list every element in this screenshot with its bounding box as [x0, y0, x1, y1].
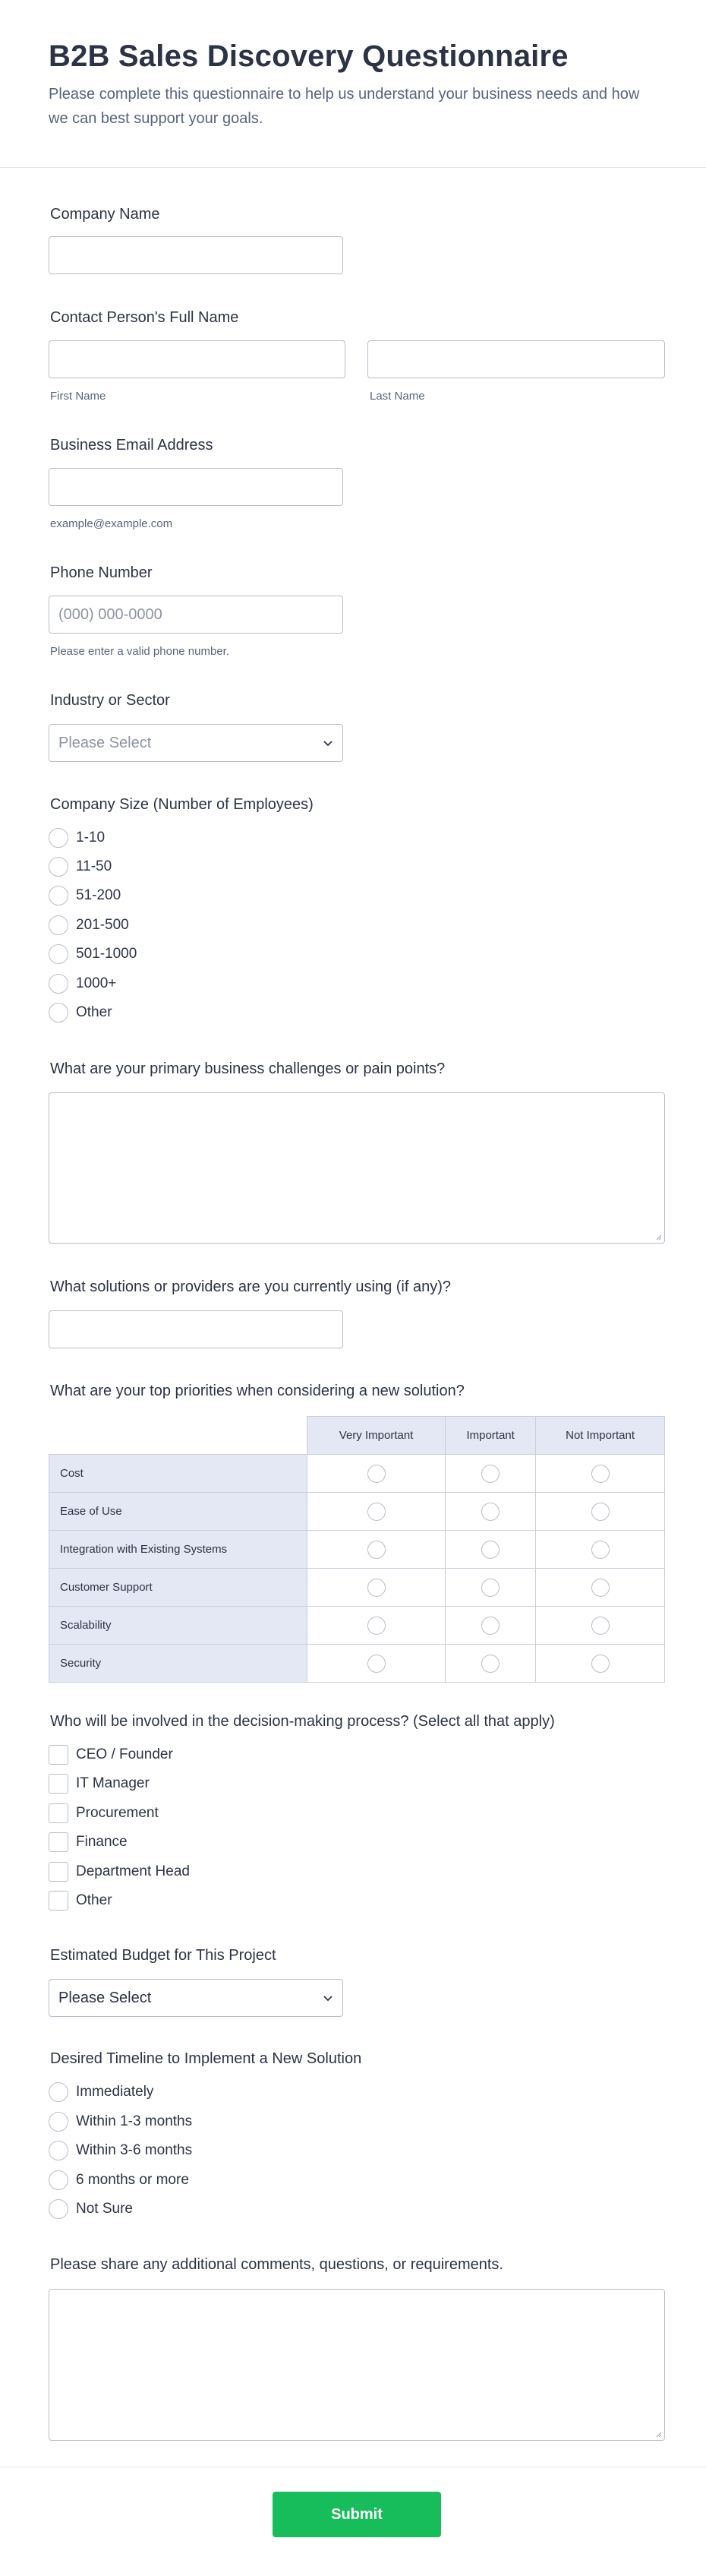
matrix-row-label: Integration with Existing Systems	[49, 1531, 307, 1569]
matrix-row	[49, 1607, 665, 1645]
resize-grip-icon[interactable]	[654, 1233, 662, 1241]
matrix-radio-button[interactable]	[481, 1465, 500, 1483]
timeline-option[interactable]	[49, 2112, 192, 2132]
matrix-row-label: Scalability	[49, 1607, 307, 1645]
checkbox[interactable]	[49, 1862, 68, 1882]
matrix-row	[49, 1493, 665, 1531]
timeline-label: Desired Timeline to Implement a New Solution	[50, 2050, 362, 2067]
radio-button[interactable]	[49, 915, 68, 935]
matrix-row-label: Security	[49, 1645, 307, 1683]
last-name-input[interactable]	[367, 340, 665, 378]
option-label: 51-200	[76, 887, 121, 903]
matrix-radio-button[interactable]	[367, 1579, 386, 1597]
company-name-label: Company Name	[50, 206, 160, 223]
form-header	[0, 0, 706, 168]
option-label: Other	[76, 1004, 112, 1020]
matrix-row	[49, 1531, 665, 1569]
option-label: Department Head	[76, 1863, 190, 1879]
matrix-radio-button[interactable]	[481, 1579, 500, 1597]
timeline-option[interactable]	[49, 2082, 153, 2102]
radio-button[interactable]	[49, 828, 68, 848]
email-sublabel: example@example.com	[50, 517, 173, 530]
current-solutions-label: What solutions or providers are you currently using (if any)?	[50, 1279, 452, 1295]
timeline-option[interactable]	[49, 2199, 133, 2219]
contact-name-label: Contact Person's Full Name	[50, 309, 239, 326]
budget-label: Estimated Budget for This Project	[50, 1947, 276, 1964]
form-title: B2B Sales Discovery Questionnaire	[49, 40, 569, 73]
checkbox[interactable]	[49, 1803, 68, 1823]
matrix-row	[49, 1645, 665, 1683]
matrix-column-header: Important	[446, 1417, 536, 1455]
matrix-radio-button[interactable]	[367, 1655, 386, 1673]
company-size-option[interactable]	[49, 915, 129, 935]
current-solutions-input[interactable]	[49, 1310, 343, 1348]
matrix-row	[49, 1569, 665, 1607]
timeline-option[interactable]	[49, 2170, 189, 2190]
priorities-label: What are your top priorities when considering a new solution?	[50, 1383, 465, 1399]
radio-button[interactable]	[49, 2082, 68, 2102]
matrix-radio-button[interactable]	[591, 1465, 610, 1483]
option-label: Other	[76, 1892, 112, 1908]
company-size-option[interactable]	[49, 1003, 112, 1022]
option-label: Within 3-6 months	[76, 2142, 193, 2158]
industry-select[interactable]	[49, 724, 343, 762]
option-label: 501-1000	[76, 946, 137, 962]
matrix-radio-button[interactable]	[591, 1579, 610, 1597]
checkbox[interactable]	[49, 1891, 68, 1911]
form-footer	[0, 2467, 706, 2576]
first-name-sublabel: First Name	[50, 390, 106, 403]
matrix-row	[49, 1455, 665, 1493]
decision-maker-option[interactable]	[49, 1774, 150, 1794]
radio-button[interactable]	[49, 974, 68, 994]
radio-button[interactable]	[49, 886, 68, 906]
option-label: CEO / Founder	[76, 1746, 173, 1762]
option-label: 11-50	[76, 858, 112, 874]
decision-maker-option[interactable]	[49, 1891, 112, 1911]
matrix-corner	[49, 1417, 307, 1455]
comments-label: Please share any additional comments, questions, or requirements.	[50, 2256, 503, 2273]
matrix-column-header: Not Important	[536, 1417, 665, 1455]
first-name-input[interactable]	[49, 340, 345, 378]
phone-sublabel: Please enter a valid phone number.	[50, 645, 229, 658]
matrix-radio-button[interactable]	[367, 1617, 386, 1635]
industry-select-value: Please Select	[58, 735, 152, 751]
decision-maker-option[interactable]	[49, 1862, 190, 1882]
radio-button[interactable]	[49, 1003, 68, 1022]
option-label: 1-10	[76, 830, 106, 845]
checkbox[interactable]	[49, 1774, 68, 1794]
chevron-down-icon	[323, 738, 333, 748]
matrix-radio-button[interactable]	[481, 1541, 500, 1559]
option-label: 6 months or more	[76, 2172, 189, 2188]
matrix-row-label: Ease of Use	[49, 1493, 307, 1531]
matrix-radio-button[interactable]	[367, 1503, 386, 1521]
option-label: IT Manager	[76, 1775, 150, 1791]
option-label: 1000+	[76, 975, 117, 991]
option-label: 201-500	[76, 917, 129, 933]
radio-button[interactable]	[49, 857, 68, 877]
matrix-radio-button[interactable]	[481, 1503, 500, 1521]
phone-label: Phone Number	[50, 564, 153, 581]
option-label: Finance	[76, 1834, 128, 1850]
matrix-radio-button[interactable]	[367, 1465, 386, 1483]
company-size-option[interactable]	[49, 886, 121, 906]
priorities-matrix	[49, 1416, 665, 1683]
budget-select[interactable]	[49, 1979, 343, 2017]
option-label: Immediately	[76, 2084, 154, 2100]
form-subtitle: Please complete this questionnaire to help us understand your business needs and how we can best support your goals.	[49, 86, 640, 127]
checkbox[interactable]	[49, 1832, 68, 1852]
email-label: Business Email Address	[50, 437, 213, 454]
matrix-row-label: Cost	[49, 1455, 307, 1493]
decision-makers-label: Who will be involved in the decision-making process? (Select all that apply)	[50, 1713, 555, 1730]
matrix-radio-button[interactable]	[481, 1655, 500, 1673]
option-label: Procurement	[76, 1805, 159, 1821]
comments-textarea[interactable]	[49, 2289, 665, 2441]
company-size-label: Company Size (Number of Employees)	[50, 796, 314, 813]
radio-button[interactable]	[49, 2112, 68, 2132]
timeline-option[interactable]	[49, 2141, 192, 2160]
submit-button[interactable]: Submit	[273, 2492, 441, 2537]
resize-grip-icon[interactable]	[654, 2430, 662, 2438]
matrix-row-label: Customer Support	[49, 1569, 307, 1607]
challenges-label: What are your primary business challenges or pain points?	[50, 1060, 446, 1077]
matrix-radio-button[interactable]	[591, 1541, 610, 1559]
radio-button[interactable]	[49, 2141, 68, 2160]
matrix-radio-button[interactable]	[481, 1617, 500, 1635]
phone-input[interactable]: (000) 000-0000	[49, 596, 343, 634]
checkbox[interactable]	[49, 1745, 68, 1765]
industry-label: Industry or Sector	[50, 692, 170, 709]
company-size-option[interactable]	[49, 857, 112, 877]
matrix-radio-button[interactable]	[591, 1617, 610, 1635]
radio-button[interactable]	[49, 944, 68, 964]
option-label: Not Sure	[76, 2201, 133, 2217]
company-size-option[interactable]	[49, 944, 137, 964]
company-size-option[interactable]	[49, 974, 116, 994]
budget-select-value: Please Select	[58, 1990, 152, 2006]
email-input[interactable]	[49, 468, 343, 506]
decision-maker-option[interactable]	[49, 1803, 159, 1823]
chevron-down-icon	[323, 1993, 333, 2003]
matrix-column-header: Very Important	[307, 1417, 446, 1455]
last-name-sublabel: Last Name	[370, 390, 425, 403]
matrix-radio-button[interactable]	[367, 1541, 386, 1559]
radio-button[interactable]	[49, 2199, 68, 2219]
company-size-option[interactable]	[49, 828, 105, 848]
matrix-radio-button[interactable]	[591, 1655, 610, 1673]
radio-button[interactable]	[49, 2170, 68, 2190]
decision-maker-option[interactable]	[49, 1745, 173, 1765]
challenges-textarea[interactable]	[49, 1092, 665, 1244]
company-name-input[interactable]	[49, 236, 343, 274]
decision-maker-option[interactable]	[49, 1832, 128, 1852]
matrix-radio-button[interactable]	[591, 1503, 610, 1521]
option-label: Within 1-3 months	[76, 2113, 193, 2129]
